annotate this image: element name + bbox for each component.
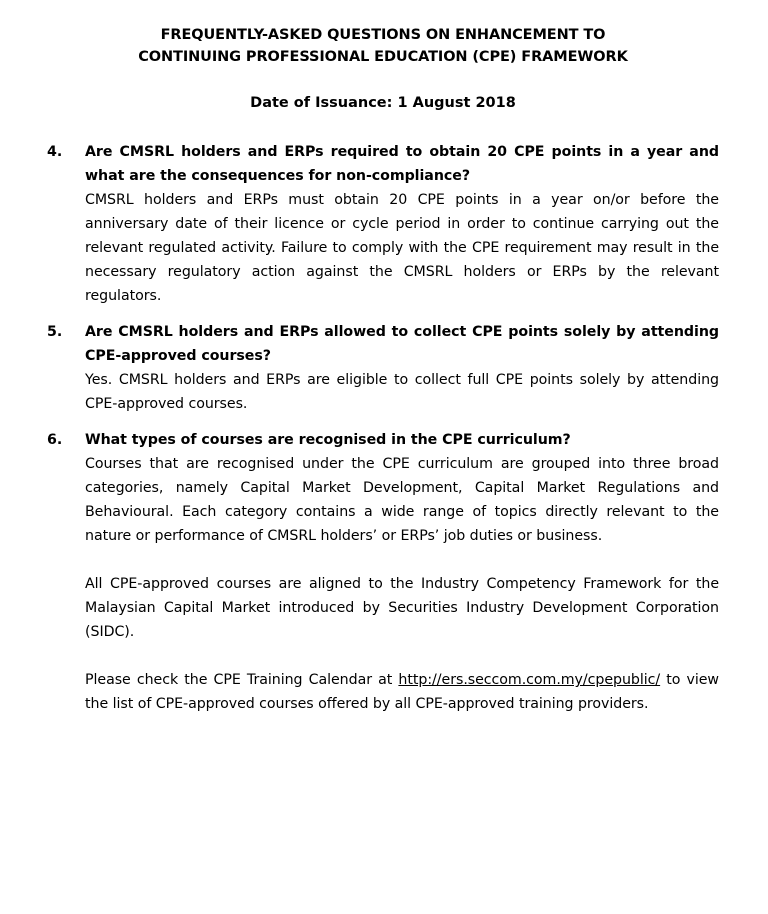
faq-answer-4: [47, 188, 719, 308]
faq-number-4: 4.: [47, 144, 63, 160]
faq-question-6: What types of courses are recognised in the CPE curriculum?: [85, 432, 571, 448]
faq-number-6: 6.: [47, 432, 63, 448]
faq-answer-paragraph: CMSRL holders and ERPs must obtain 20 CPE points in a year on/or before the anniversary date of their licence or cycle period in order to continue carrying out the relevant regulated activity. Failure to comply with the CPE requirement may result in the necessary regulatory action against the CMSRL holders or ERPs by the relevant regulators.: [85, 192, 719, 304]
faq-question-5: Are CMSRL holders and ERPs allowed to collect CPE points solely by attending CPE-approved courses?: [85, 324, 719, 364]
faq-answer-paragraph: All CPE-approved courses are aligned to the Industry Competency Framework for the Malaysian Capital Market introduced by Securities Industry Development Corporation (SIDC).: [85, 576, 719, 640]
faq-item-4: [47, 140, 719, 308]
faq-number-5: 5.: [47, 324, 63, 340]
link-paragraph-prefix: Please check the CPE Training Calendar at: [85, 672, 399, 688]
date-of-issuance: Date of Issuance: 1 August 2018: [250, 95, 516, 111]
faq-content: [47, 140, 719, 716]
cpe-training-calendar-link[interactable]: http://ers.seccom.com.my/cpepublic/: [398, 672, 661, 688]
faq-question-4: Are CMSRL holders and ERPs required to obtain 20 CPE points in a year and what are the consequences for non-compliance?: [85, 144, 719, 184]
faq-question-row-4: [47, 140, 719, 188]
faq-item-6: [47, 428, 719, 716]
faq-answer-6: [47, 452, 719, 716]
document-title-line-1: FREQUENTLY-ASKED QUESTIONS ON ENHANCEMENT TO: [160, 27, 606, 43]
faq-answer-paragraph: Courses that are recognised under the CPE curriculum are grouped into three broad categories, namely Capital Market Development, Capital Market Regulations and Behavioural. Each category contains a wide range of topics directly relevant to the nature or performance of CMSRL holders’ or ERPs’ job duties or business.: [85, 456, 719, 544]
faq-item-5: [47, 320, 719, 416]
link-paragraph-suffix: to view the list of CPE-approved courses offered by all CPE-approved training providers.: [85, 672, 719, 712]
document-title-line-2: CONTINUING PROFESSIONAL EDUCATION (CPE) FRAMEWORK: [138, 49, 628, 65]
document-header: [47, 24, 719, 114]
faq-answer-link-paragraph: [85, 668, 719, 716]
faq-question-row-5: [47, 320, 719, 368]
faq-answer-5: [47, 368, 719, 416]
faq-answer-paragraph: Yes. CMSRL holders and ERPs are eligible to collect full CPE points solely by attending CPE-approved courses.: [85, 372, 719, 412]
faq-question-row-6: [47, 428, 719, 452]
